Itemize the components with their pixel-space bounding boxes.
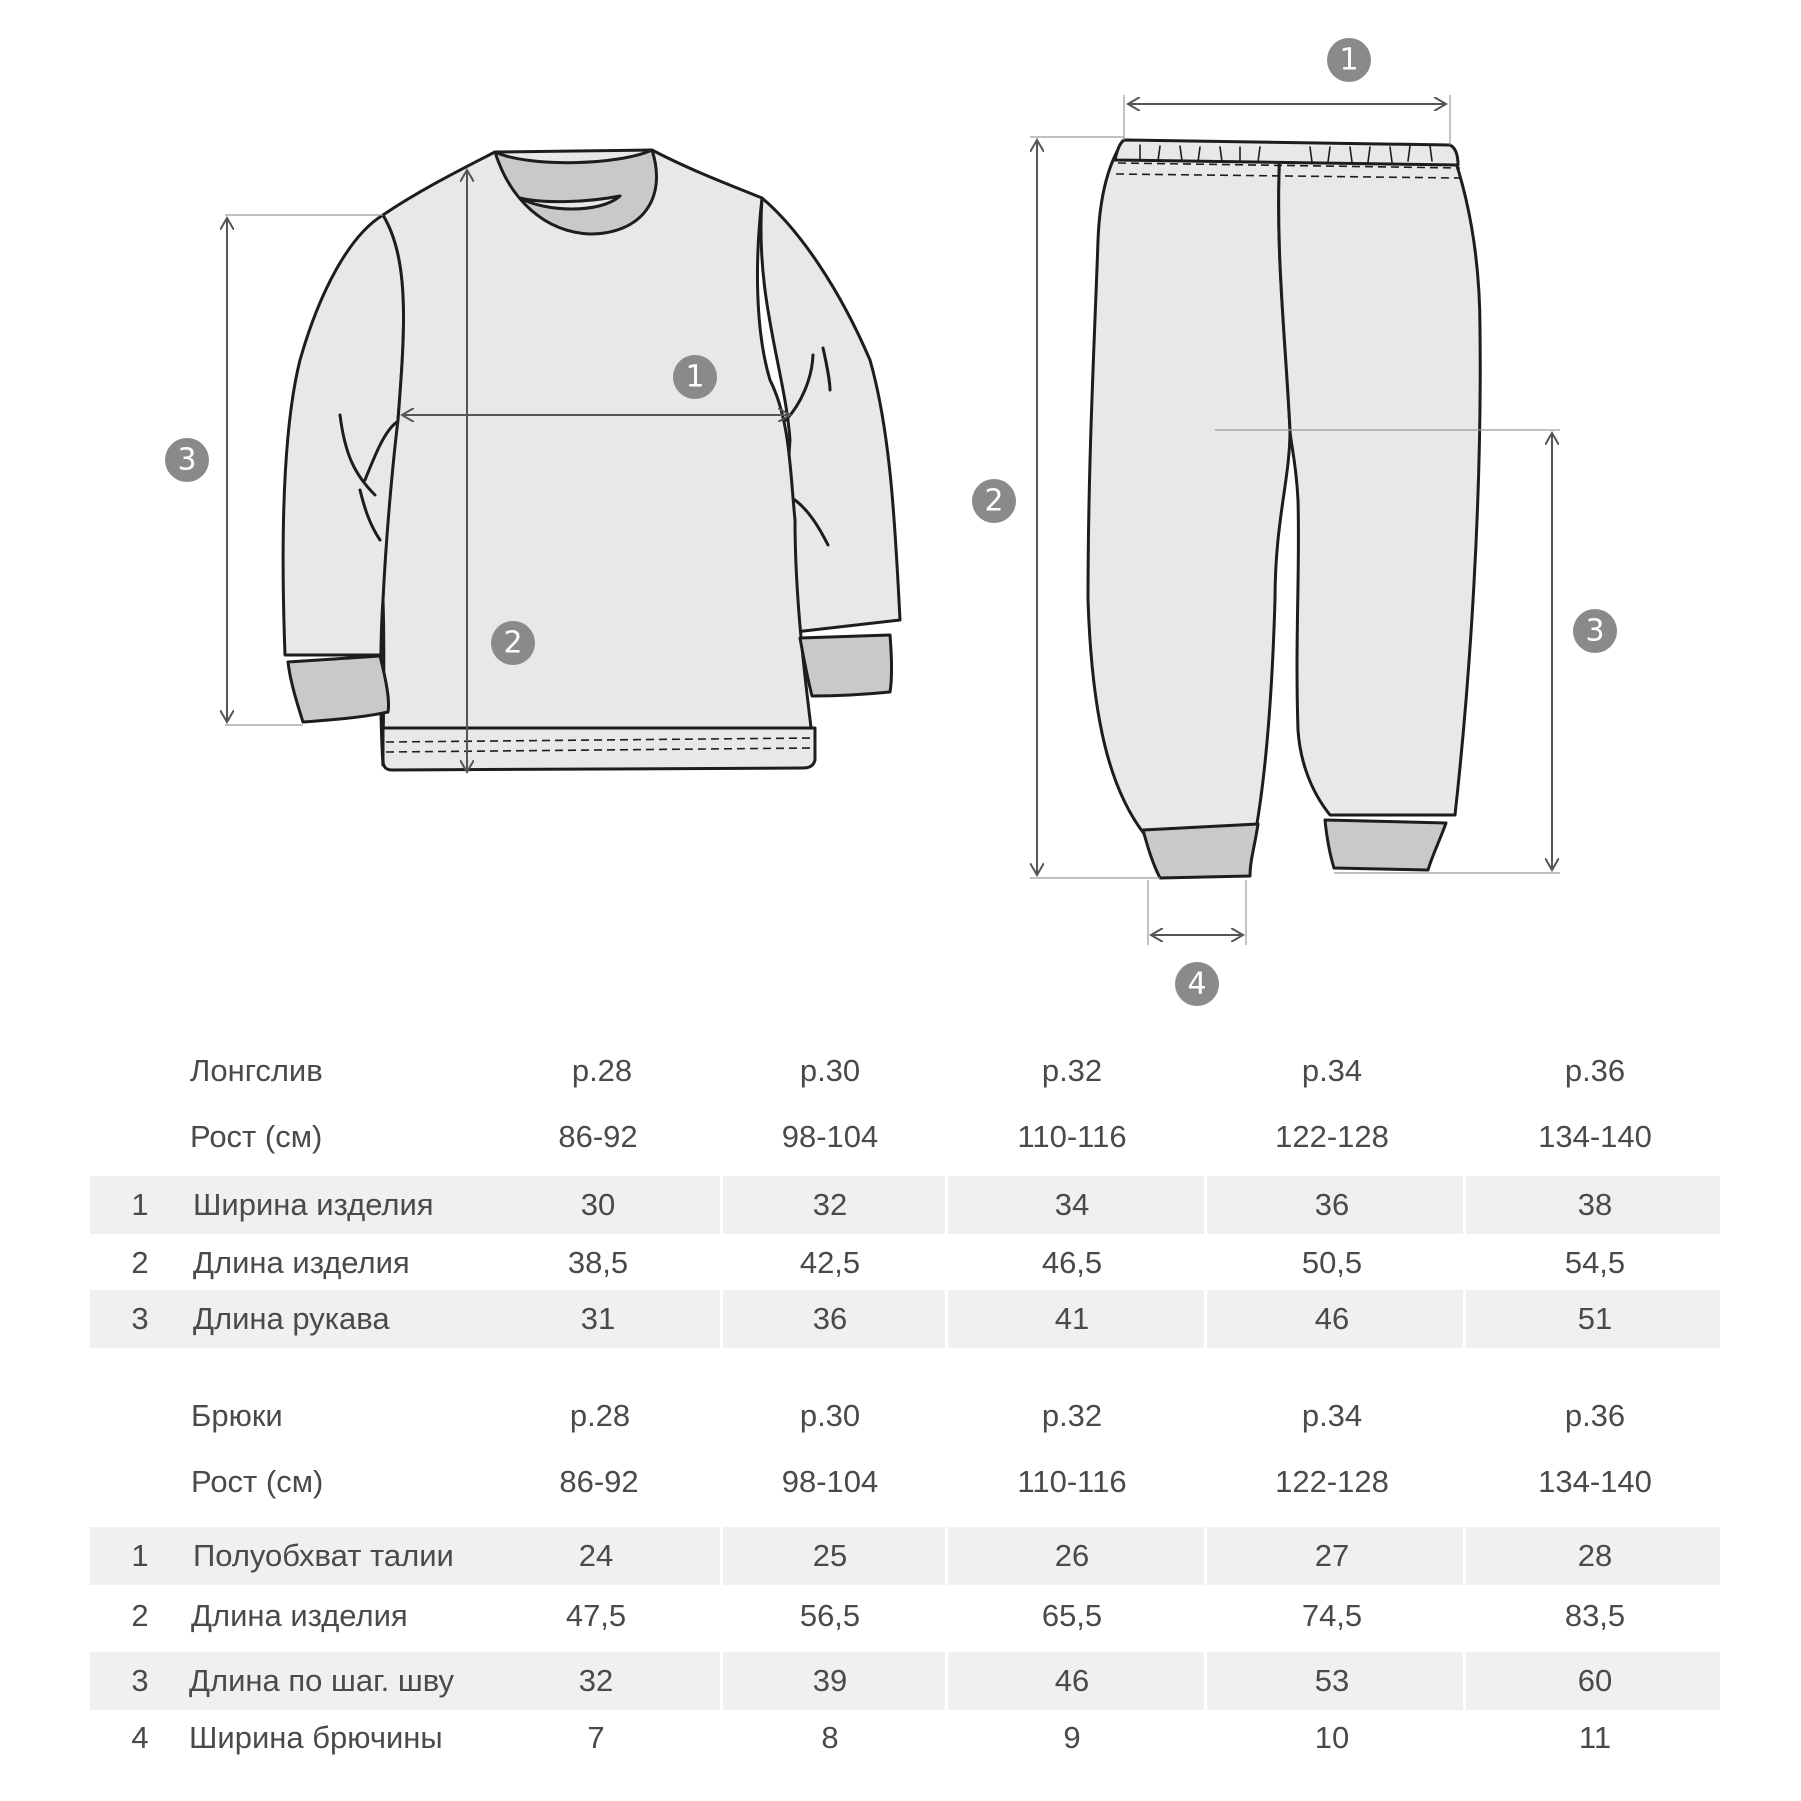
row-label: Ширина брючины	[189, 1720, 443, 1755]
row-label: Полуобхват талии	[193, 1538, 454, 1573]
size-header: р.32	[1041, 1053, 1103, 1088]
cell-value: 51	[1577, 1301, 1613, 1336]
cell-value: 38,5	[567, 1245, 629, 1280]
cell-value: 36	[1314, 1187, 1350, 1222]
badge-shirt-length	[491, 621, 535, 665]
height-value: 98-104	[781, 1119, 879, 1154]
cell-value: 34	[1054, 1187, 1090, 1222]
cell-value: 9	[1063, 1720, 1081, 1755]
cell-value: 53	[1314, 1663, 1350, 1698]
height-value: 122-128	[1275, 1119, 1389, 1154]
badge-shirt-width	[673, 355, 717, 399]
height-value: 134-140	[1538, 1464, 1652, 1499]
cell-value: 27	[1314, 1538, 1350, 1573]
cell-value: 10	[1314, 1720, 1350, 1755]
pants-size-table	[90, 1387, 1720, 1767]
table-row	[90, 1290, 1720, 1348]
row-label: Длина рукава	[193, 1301, 390, 1336]
row-number: 3	[131, 1301, 149, 1336]
row-number: 1	[131, 1538, 149, 1573]
row-label: Длина изделия	[193, 1245, 410, 1280]
row-number: 4	[131, 1720, 149, 1755]
size-header: р.34	[1301, 1053, 1363, 1088]
badge-shirt-sleeve	[165, 438, 209, 482]
cell-value: 32	[812, 1187, 848, 1222]
table-row	[90, 1587, 1720, 1645]
row-label: Ширина изделия	[193, 1187, 434, 1222]
badge-pants-leg	[1175, 962, 1219, 1006]
cell-value: 24	[578, 1538, 614, 1573]
cell-value: 30	[580, 1187, 616, 1222]
table-row	[90, 1234, 1720, 1292]
svg-text:2: 2	[503, 625, 523, 661]
badge-pants-inseam	[1573, 609, 1617, 653]
svg-text:4: 4	[1187, 966, 1207, 1002]
table-row	[90, 1176, 1720, 1234]
height-value: 122-128	[1275, 1464, 1389, 1499]
row-label: Длина по шаг. шву	[189, 1663, 455, 1698]
cell-value: 83,5	[1564, 1598, 1626, 1633]
row-number: 2	[131, 1245, 149, 1280]
height-value: 86-92	[558, 1119, 638, 1154]
cell-value: 28	[1577, 1538, 1613, 1573]
row-number: 1	[131, 1187, 149, 1222]
cell-value: 25	[812, 1538, 848, 1573]
size-header: р.36	[1564, 1053, 1626, 1088]
cell-value: 54,5	[1564, 1245, 1626, 1280]
table-height-row	[90, 1453, 1720, 1511]
size-header: р.30	[799, 1053, 861, 1088]
size-header: р.30	[799, 1398, 861, 1433]
height-value: 98-104	[781, 1464, 879, 1499]
height-label: Рост (см)	[191, 1464, 324, 1499]
height-value: 86-92	[559, 1464, 639, 1499]
cell-value: 56,5	[799, 1598, 861, 1633]
cell-value: 32	[578, 1663, 614, 1698]
cell-value: 65,5	[1041, 1598, 1103, 1633]
table-title: Лонгслив	[190, 1053, 323, 1088]
pants-drawing	[1030, 95, 1560, 945]
longsleeve-drawing	[225, 150, 900, 772]
badge-pants-waist	[1327, 38, 1371, 82]
height-label: Рост (см)	[190, 1119, 323, 1154]
table-height-row	[90, 1108, 1720, 1166]
longsleeve-size-table	[90, 1042, 1720, 1352]
size-header: р.32	[1041, 1398, 1103, 1433]
cell-value: 74,5	[1301, 1598, 1363, 1633]
svg-text:1: 1	[685, 359, 705, 395]
cell-value: 42,5	[799, 1245, 861, 1280]
cell-value: 41	[1054, 1301, 1090, 1336]
row-number: 2	[131, 1598, 149, 1633]
size-header: р.34	[1301, 1398, 1363, 1433]
cell-value: 47,5	[565, 1598, 627, 1633]
size-header: р.28	[571, 1053, 633, 1088]
cell-value: 39	[812, 1663, 848, 1698]
cell-value: 60	[1577, 1663, 1613, 1698]
cell-value: 38	[1577, 1187, 1613, 1222]
cell-value: 36	[812, 1301, 848, 1336]
cell-value: 46,5	[1041, 1245, 1103, 1280]
size-header: р.36	[1564, 1398, 1626, 1433]
cell-value: 26	[1054, 1538, 1090, 1573]
table-row	[90, 1652, 1720, 1710]
cell-value: 11	[1578, 1720, 1612, 1755]
svg-text:3: 3	[177, 442, 197, 478]
cell-value: 8	[821, 1720, 839, 1755]
svg-text:3: 3	[1585, 613, 1605, 649]
row-label: Длина изделия	[191, 1598, 408, 1633]
table-header-row	[90, 1042, 1720, 1100]
cell-value: 31	[580, 1301, 616, 1336]
table-header-row	[90, 1387, 1720, 1445]
svg-text:2: 2	[984, 483, 1004, 519]
table-row	[90, 1527, 1720, 1585]
cell-value: 7	[587, 1720, 605, 1755]
svg-text:1: 1	[1339, 42, 1359, 78]
height-value: 110-116	[1017, 1464, 1127, 1499]
cell-value: 46	[1314, 1301, 1350, 1336]
cell-value: 46	[1054, 1663, 1090, 1698]
cell-value: 50,5	[1301, 1245, 1363, 1280]
height-value: 110-116	[1017, 1119, 1127, 1154]
table-title: Брюки	[191, 1398, 283, 1433]
size-header: р.28	[569, 1398, 631, 1433]
height-value: 134-140	[1538, 1119, 1652, 1154]
badge-pants-length	[972, 479, 1016, 523]
table-row	[90, 1709, 1720, 1767]
row-number: 3	[131, 1663, 149, 1698]
